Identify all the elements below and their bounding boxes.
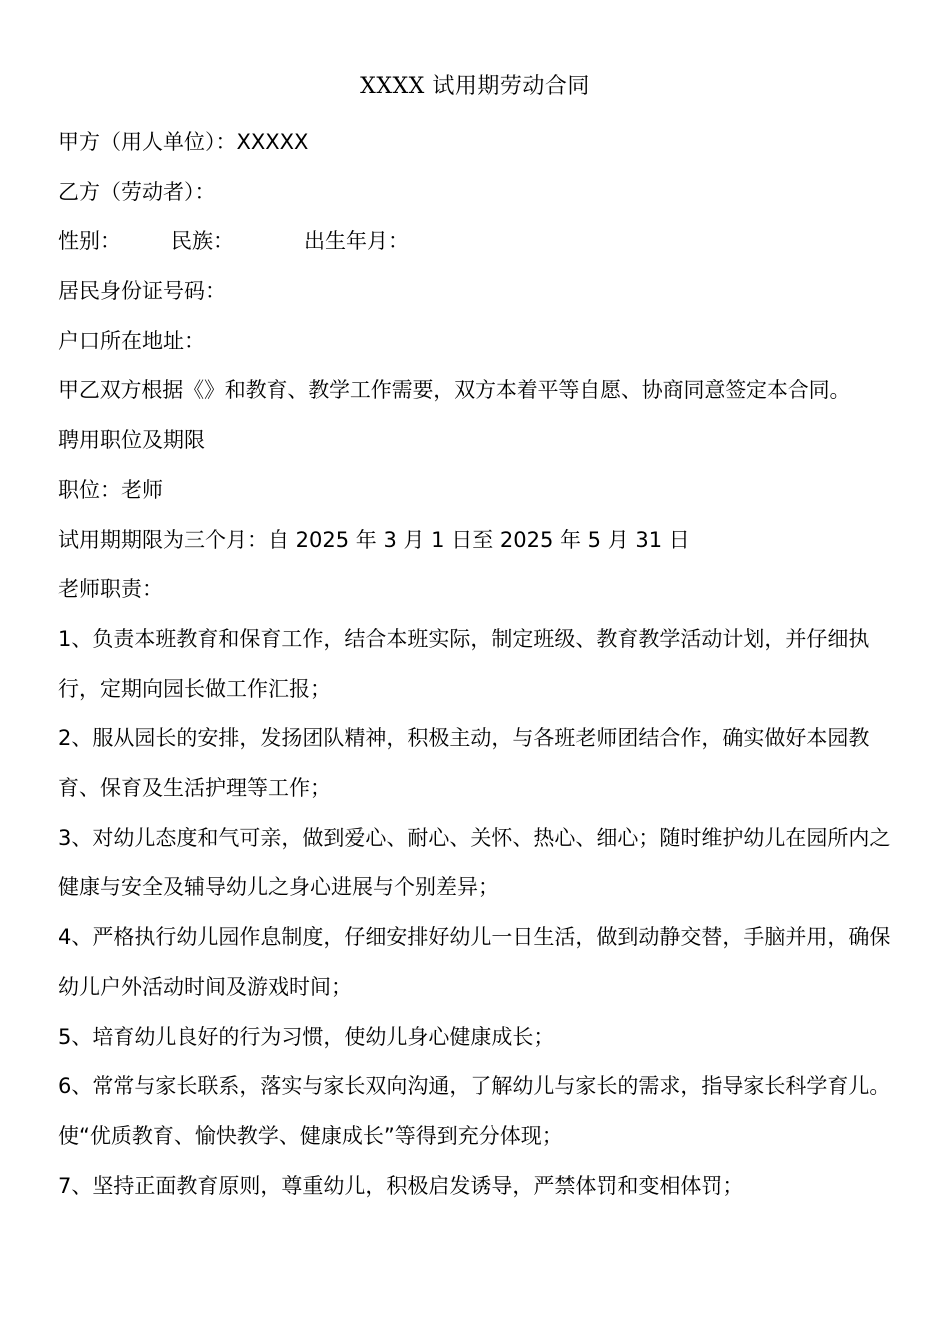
section-heading: 聘用职位及期限 xyxy=(58,428,205,453)
birth-date-label: 出生年月： xyxy=(304,229,409,254)
duty-item-2: 2、服从园长的安排，发扬团队精神，积极主动，与各班老师团结合作，确实做好本园教育、保育及生活护理等工作； xyxy=(58,726,870,800)
duty-item-7: 7、坚持正面教育原则，尊重幼儿，积极启发诱导，严禁体罚和变相体罚； xyxy=(58,1173,744,1198)
party-b-line: 乙方（劳动者）： xyxy=(58,179,216,204)
document-title: XXXX 试用期劳动合同 xyxy=(360,74,590,99)
preamble-paragraph: 甲乙双方根据《》和教育、教学工作需要，双方本着平等自愿、协商同意签定本合同。 xyxy=(58,378,851,403)
address-line: 户口所在地址： xyxy=(58,328,205,353)
duty-item-1: 1、负责本班教育和保育工作，结合本班实际，制定班级、教育教学活动计划，并仔细执行，定期向园长做工作汇报； xyxy=(58,626,870,701)
duties-heading: 老师职责： xyxy=(58,577,163,602)
id-number-line: 居民身份证号码： xyxy=(58,279,226,304)
ethnicity-label: 民族： xyxy=(171,229,234,254)
gender-label: 性别： xyxy=(58,229,121,254)
party-a-line: 甲方（用人单位）：XXXXX xyxy=(58,130,309,154)
duty-item-5: 5、培育幼儿良好的行为习惯，使幼儿身心健康成长； xyxy=(58,1024,555,1049)
position-line: 职位：老师 xyxy=(58,477,163,502)
personal-info-row xyxy=(58,217,898,267)
probation-period-line: 试用期期限为三个月：自 2025 年 3 月 1 日至 2025 年 5 月 31 日 xyxy=(58,527,690,552)
duty-item-3: 3、对幼儿态度和气可亲，做到爱心、耐心、关怀、热心、细心；随时维护幼儿在园所内之健康与安全及辅导幼儿之身心进展与个别差异； xyxy=(58,825,891,900)
duty-item-4: 4、严格执行幼儿园作息制度，仔细安排好幼儿一日生活，做到动静交替，手脑并用，确保幼儿户外活动时间及游戏时间； xyxy=(58,925,891,999)
document-body xyxy=(58,118,898,1211)
duty-item-6: 6、常常与家长联系，落实与家长双向沟通，了解幼儿与家长的需求，指导家长科学育儿。使“优质教育、愉快教学、健康成长”等得到充分体现； xyxy=(58,1074,891,1148)
